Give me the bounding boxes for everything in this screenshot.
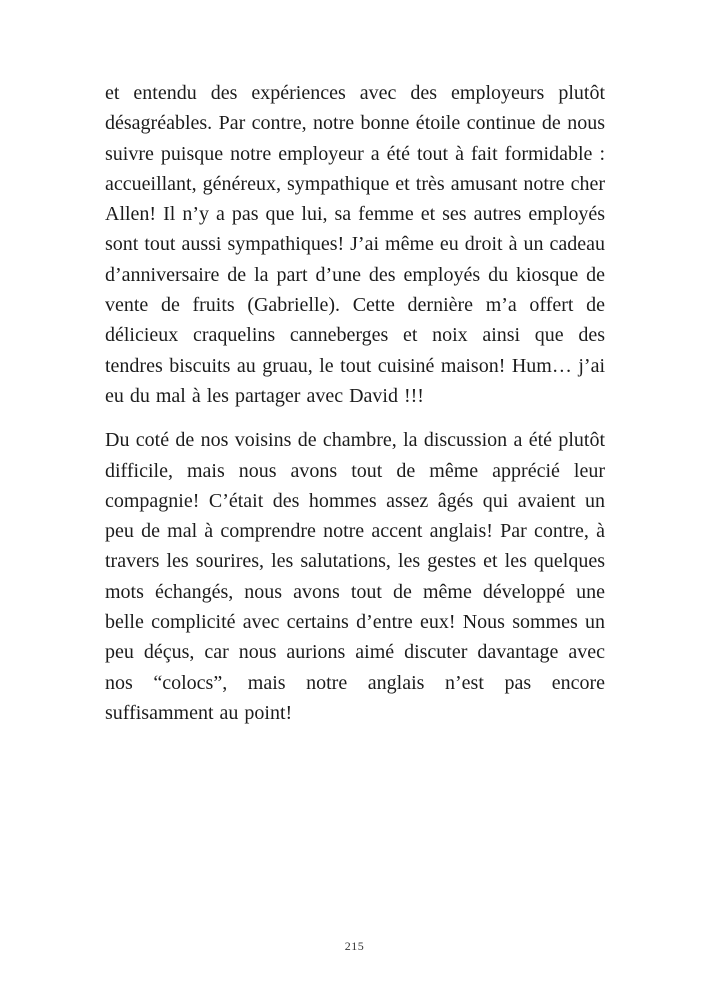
page-number: 215 xyxy=(344,939,365,953)
text-content xyxy=(105,78,605,742)
paragraph: et entendu des expériences avec des employeurs plutôt désagréables. Par contre, notre bonne étoile continue de nous suivre puisque notre employeur a été tout à fait formidable : accueillant, généreux, sympathique et très amusant notre cher Allen! Il n’y a pas que lui, sa femme et ses autres employés sont tout aussi sympathiques! J’ai même eu droit à un cadeau d’anniversaire de la part d’une des employés du kiosque de vente de fruits (Gabrielle). Cette dernière m’a offert de délicieux craquelins canneberges et noix ainsi que des tendres biscuits au gruau, le tout cuisiné maison! Hum… j’ai eu du mal à les partager avec David !!! xyxy=(105,82,605,407)
paragraph: Du coté de nos voisins de chambre, la discussion a été plutôt difficile, mais nous avons tout de même apprécié leur compagnie! C’était des hommes assez âgés qui avaient un peu de mal à comprendre notre accent anglais! Par contre, à travers les sourires, les salutations, les gestes et les quelques mots échangés, nous avons tout de même développé une belle complicité avec certains d’entre eux! Nous sommes un peu déçus, car nous aurions aimé discuter davantage avec nos “colocs”, mais notre anglais n’est pas encore suffisamment au point! xyxy=(105,429,605,724)
